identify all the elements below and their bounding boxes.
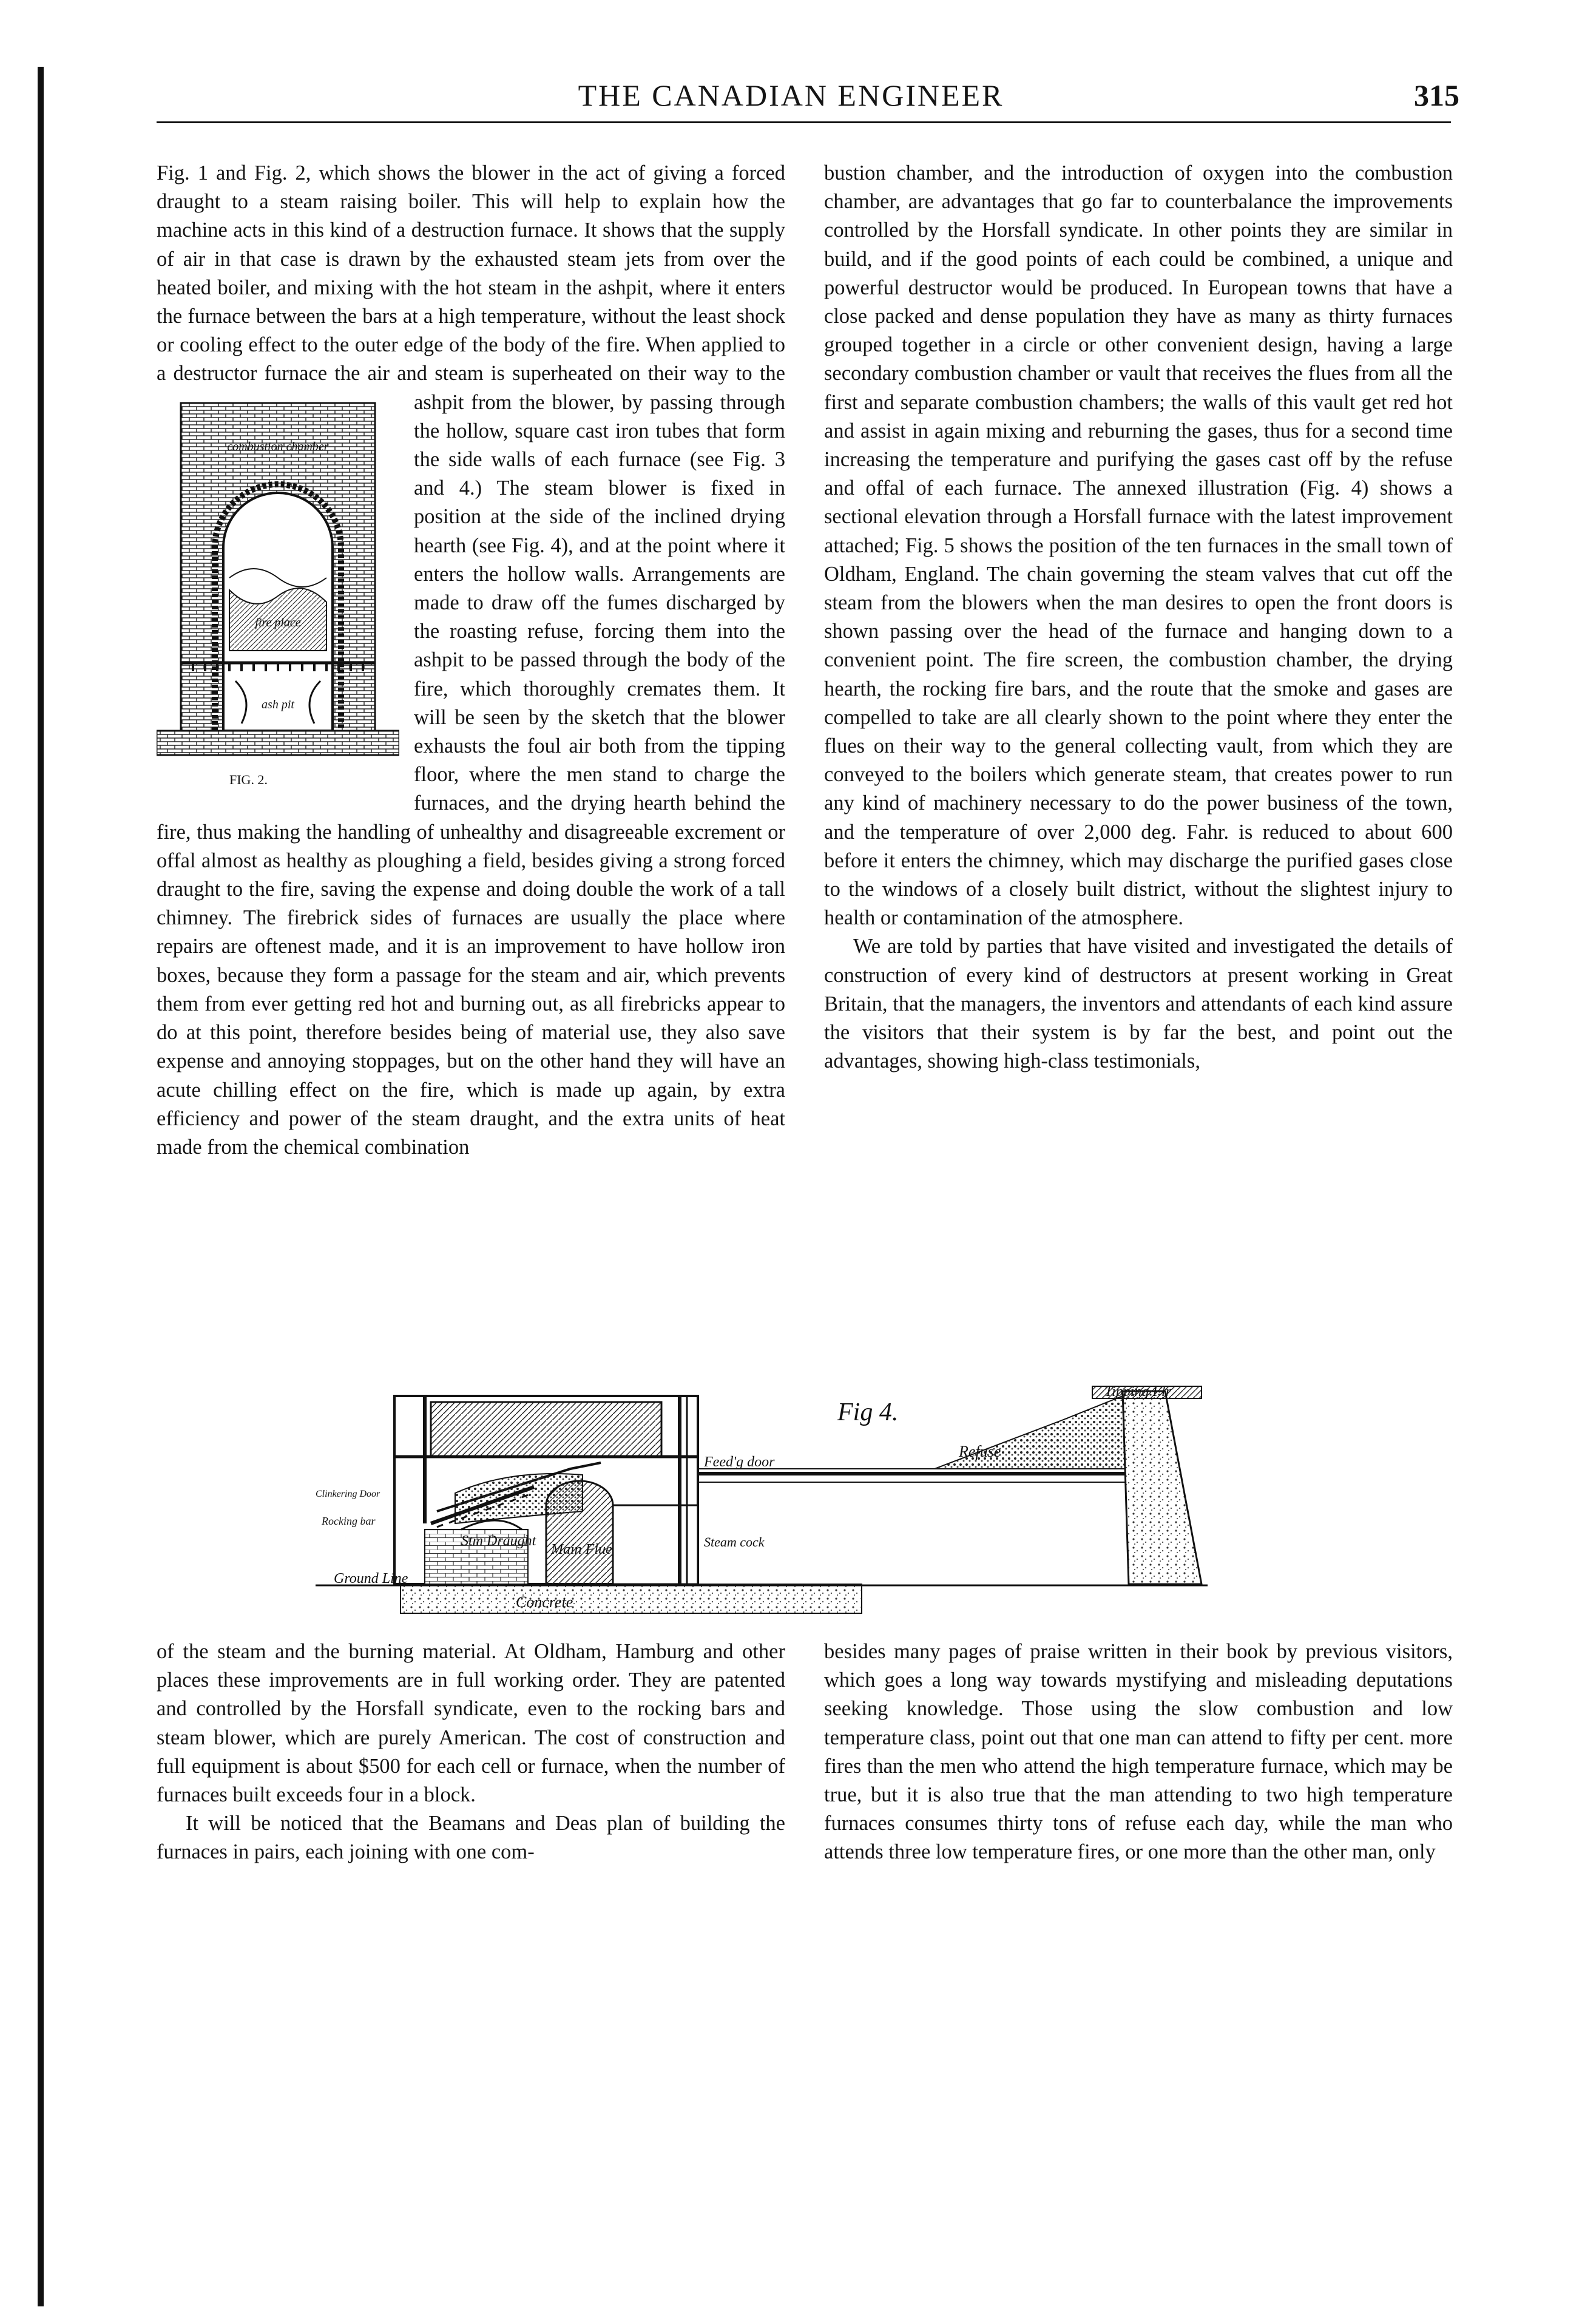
- binding-edge: [38, 67, 44, 2306]
- paragraph-continued: through the hollow, square cast iron tubes that form the side walls of each furnace (see Fig. 3 and 4.) The steam blower is fixed in position at the side of the inclined drying hearth (see Fig. 4), and at the point where it enters the hollow walls. Arrangements are made to draw off the fumes discharged by the roasting refuse, forcing them into the ashpit to be passed through the body of the fire, which thoroughly cremates them. It will be seen by the sketch that the blower exhausts the foul air both from the tipping floor, where the men stand to charge the furnaces, and the drying hearth behind the fire, thus making the handling of unhealthy and disagreeable excrement or offal almost as healthy as ploughing a field, besides giving a strong forced draught to the fire, saving the expense and doing double the work of a tall chimney. The firebrick sides of furnaces are usually the place where repairs are oftenest made, and it is an improvement to have hollow iron boxes, because they form a passage for the steam and air, which prevents them from ever getting red hot and burning out, as all firebricks appear to do at this point, therefore besides being of material use, they also save expense and annoying stoppages, but on the other hand they will have an acute chilling effect on the fire, which is made up again, by extra efficiency and power of the steam draught, and the extra units of heat made from the chemical combination: [157, 390, 785, 1159]
- column-bottom-left: [157, 1638, 785, 1867]
- figure-2-caption: FIG. 2.: [229, 771, 268, 787]
- paragraph: It will be noticed that the Beamans and Deas plan of building the furnaces in pairs, each joining with one com-: [157, 1812, 785, 1864]
- paragraph: of the steam and the burning material. At Oldham, Hamburg and other places these improvements are in full working order. They are patented and controlled by the Horsfall syndicate, even to the rocking bars and steam blower, which are purely American. The cost of construction and full equipment is about $500 for each cell or furnace, when the number of furnaces built exceeds four in a block.: [157, 1640, 785, 1807]
- label-steam-draught: Stm Draught: [461, 1533, 536, 1549]
- figure-2-furnace-section: [157, 396, 399, 802]
- label-tipping-floor: Tipping Flr: [1104, 1384, 1172, 1400]
- paragraph: bustion chamber, and the introduction of oxygen into the combustion chamber, are advantages that go far to counterbalance the improvements controlled by the Horsfall syndicate. In other points they are similar in build, and if the good points of each could be combined, a unique and powerful destructor would be produced. In European towns that have a close packed and dense population they have as many as thirty furnaces grouped together in a circle or other convenient design, having a large secondary combustion chamber or vault that receives the flues from all the first and separate combustion chambers; the walls of this vault get red hot and assist in again mixing and reburning the gases, thus for a second time increasing the temperature and purifying the gases cast off by the refuse and offal of each furnace. The annexed illustration (Fig. 4) shows a sectional elevation through a Horsfall furnace with the latest improvement attached; Fig. 5 shows the position of the ten furnaces in the small town of Oldham, England. The chain governing the steam valves that cut off the steam from the blowers when the man desires to open the front doors is shown passing over the head of the furnace and hanging down to a convenient point. The fire screen, the combustion chamber, the drying hearth, the rocking fire bars, and the route that the smoke and gases are compelled to take are all clearly shown to the point where they enter the flues on their way to the general collecting vault, from which they are conveyed to the boilers which generate steam, that creates power to run any kind of machinery necessary to do the power business of the town, and the temperature of over 2,000 deg. Fahr. is reduced to about 600 before it enters the chimney, which may discharge the purified gases close to the windows of a closely built district, without the slightest injury to health or contamination of the atmosphere.: [824, 161, 1453, 930]
- paragraph: We are told by parties that have visited and investigated the details of construction of every kind of destructors at present working in Great Britain, that the managers, the inventors and attendants of each kind assure the visitors that their system is by far the best, and point out the advantages, showing high-class testimonials,: [824, 935, 1453, 1073]
- page-number: 315: [1414, 78, 1459, 112]
- label-refuse: Refuse: [959, 1443, 1001, 1460]
- figure-4-furnace-sectional-elevation: [316, 1384, 1299, 1621]
- header-rule: [157, 121, 1451, 123]
- column-top-right: [824, 159, 1453, 1076]
- paragraph: [157, 159, 785, 1162]
- label-rocking-bar: Rocking bar: [322, 1515, 376, 1527]
- label-steam-cock: Steam cock: [704, 1534, 765, 1550]
- column-bottom-right: [824, 1638, 1453, 1867]
- paragraph-intro: Fig. 1 and Fig. 2, which shows the blower in the act of giving a forced draught to a steam raising boiler. This will help to explain how the machine acts in this kind of a destruction furnace. It shows that the supply of air in that case is drawn by the exhausted steam jets from over the heated boiler, and mixing with the hot steam in the ashpit, where it enters the furnace between the bars at a high temperature, without the least shock or cooling effect to the outer edge of the body of the fire. When applied to a destructor furnace the air and steam is superheated on their way to the ashpit from the blower, by passing: [157, 161, 785, 414]
- paragraph: besides many pages of praise written in their book by previous visitors, which goes a long way towards mystifying and misleading deputations seeking knowledge. Those using the slow combustion and low temperature class, point out that one man can attend to fifty per cent. more fires than the men who attend the high temperature furnace, which may be true, but it is also true that the man attending to two high temperature furnaces consumes thirty tons of refuse each day, while the man who attends three low temperature fires, or one more than the other man, only: [824, 1640, 1453, 1864]
- label-feed-door: Feed'g door: [704, 1454, 775, 1470]
- label-combustion-chamber: combustion chamber: [227, 439, 329, 453]
- label-clinkering-door: Clinkering Door: [316, 1489, 380, 1499]
- label-fire-place: fire place: [255, 615, 301, 629]
- running-title: THE CANADIAN ENGINEER: [578, 78, 1004, 112]
- column-top-left: [157, 159, 785, 1162]
- label-ground-line: Ground Line: [334, 1571, 408, 1587]
- label-main-flue: Main Flue: [551, 1542, 612, 1557]
- figure-4-title: Fig 4.: [837, 1398, 899, 1426]
- label-ash-pit: ash pit: [262, 697, 294, 711]
- label-concrete: Concrete: [516, 1593, 573, 1611]
